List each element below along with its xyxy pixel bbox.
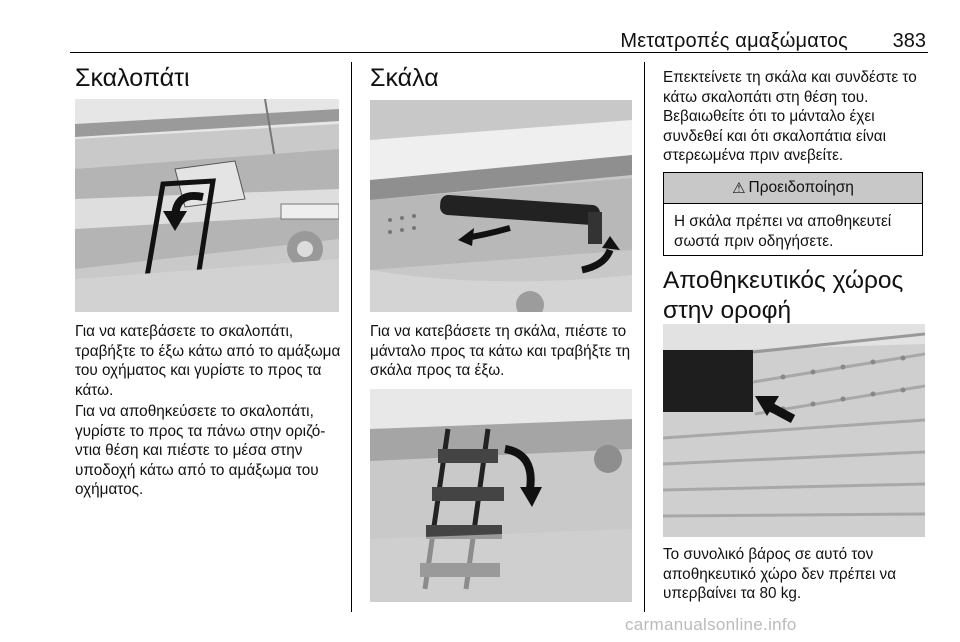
warning-header xyxy=(664,173,922,204)
roof-weight-text: Το συνολικό βάρος σε αυτό τον αποθηκευτικό χώρο δεν πρέπει να υπερβαίνει τα 80 kg. xyxy=(663,546,897,603)
header-rule xyxy=(70,52,928,53)
warning-title: Προειδοποίηση xyxy=(748,179,854,196)
header-title: Μετατροπές αμαξώματος xyxy=(620,30,848,52)
ladder-extend-text: Επεκτείνετε τη σκάλα και συνδέστε το κάτω σκαλοπάτι στη θέση του. Βεβαιωθείτε ότι το μάνταλο έχει συνδεθεί και ότι σκαλοπάτια είναι στερεωμένα πριν ανεβείτε. xyxy=(663,69,917,165)
step-illustration xyxy=(75,99,339,312)
column-divider-left xyxy=(351,62,352,612)
section-heading-ladder: Σκάλα xyxy=(370,64,439,92)
warning-triangle-icon: ⚠ xyxy=(732,180,746,197)
warning-text: Η σκάλα πρέπει να αποθηκευτεί σωστά πριν οδηγήσετε. xyxy=(674,213,892,250)
step-store-text: Για να αποθηκεύσετε το σκαλοπάτι, γυρίστε το προς τα πάνω στην οριζό- ντια θέση και πιέστε το μέσα στην υποδοχή κάτω από το αμάξωμα του οχήματος. xyxy=(75,403,326,499)
section-heading-roof-storage: Αποθηκευτικός χώρος στην οροφή xyxy=(663,267,904,324)
roof-storage-illustration xyxy=(663,324,925,537)
ladder-steps-illustration xyxy=(370,389,632,602)
ladder-lower-text: Για να κατεβάσετε τη σκάλα, πιέστε το μάνταλο προς τα κάτω και τραβήξτε τη σκάλα προς τα έξω. xyxy=(370,323,631,380)
ladder-latch-illustration xyxy=(370,100,632,312)
page-header xyxy=(70,0,928,52)
warning-box xyxy=(663,172,923,256)
page-number: 383 xyxy=(892,30,926,52)
section-heading-step: Σκαλοπάτι xyxy=(75,64,190,92)
step-lower-text: Για να κατεβάσετε το σκαλοπάτι, τραβήξτε το έξω κάτω από το αμάξωμα του οχήματος και γυρίστε το προς τα κάτω. xyxy=(75,323,341,399)
column-divider-right xyxy=(644,62,645,612)
watermark-url: carmanualsonline.info xyxy=(625,615,797,634)
